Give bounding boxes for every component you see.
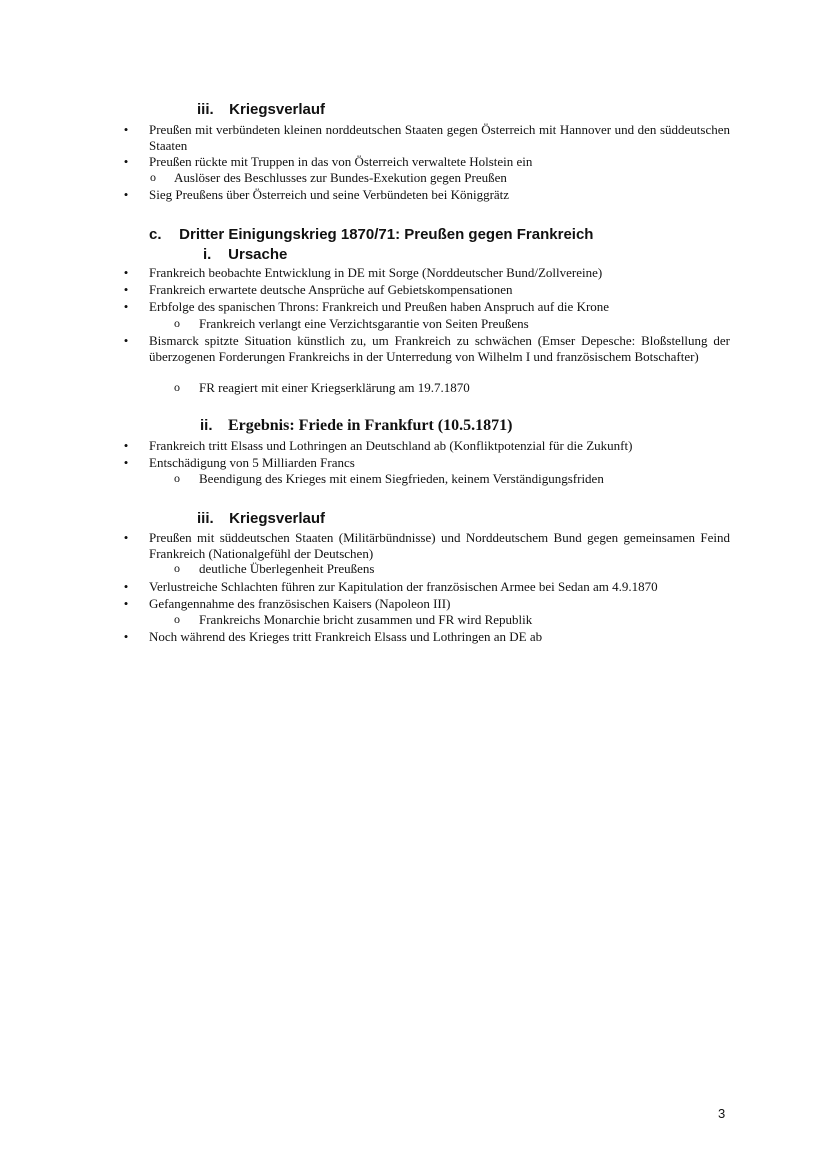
bullet-icon: •	[123, 265, 129, 280]
list-item-text: Erbfolge des spanischen Throns: Frankreich und Preußen haben Anspruch auf die Krone	[149, 299, 610, 314]
list-item-text: FR reagiert mit einer Kriegserklärung am 19.7.1870	[199, 380, 470, 395]
bullet-icon: •	[123, 333, 129, 348]
bullet-icon: •	[123, 629, 129, 644]
bullet-icon: •	[123, 187, 129, 202]
list-item-text: Frankreich erwartete deutsche Ansprüche auf Gebietskompensationen	[149, 282, 513, 297]
list-item-text: Frankreichs Monarchie bricht zusammen und FR wird Republik	[199, 612, 533, 627]
page-number: 3	[718, 1106, 726, 1121]
heading-kriegsverlauf-1: iii. Kriegsverlauf	[197, 101, 326, 118]
circle-bullet-icon: o	[174, 471, 180, 485]
list-item-text: deutliche Überlegenheit Preußens	[199, 561, 375, 576]
list-item-text: Verlustreiche Schlachten führen zur Kapitulation der französischen Armee bei Sedan am 4.9.1870	[149, 579, 658, 594]
list-item-text: Gefangennahme des französischen Kaisers (Napoleon III)	[149, 596, 451, 611]
list-item-text: Noch während des Krieges tritt Frankreich Elsass und Lothringen an DE ab	[149, 629, 543, 644]
list-item-text: Preußen rückte mit Truppen in das von Österreich verwaltete Holstein ein	[149, 154, 533, 169]
list-item-text: Entschädigung von 5 Milliarden Francs	[149, 455, 355, 470]
bullet-icon: •	[123, 299, 129, 314]
heading-kriegsverlauf-2: iii. Kriegsverlauf	[197, 510, 326, 527]
list-item-text: Frankreich verlangt eine Verzichtsgarantie von Seiten Preußens	[199, 316, 529, 331]
list-item-text: Auslöser des Beschlusses zur Bundes-Exekution gegen Preußen	[174, 170, 507, 185]
circle-bullet-icon: o	[174, 380, 180, 394]
list-item-text: Beendigung des Krieges mit einem Siegfrieden, keinem Verständigungsfriden	[199, 471, 604, 486]
list-item-text: Sieg Preußens über Österreich und seine Verbündeten bei Königgrätz	[149, 187, 510, 202]
circle-bullet-icon: o	[174, 612, 180, 626]
bullet-icon: •	[123, 579, 129, 594]
bullet-icon: •	[123, 282, 129, 297]
bullet-icon: •	[123, 530, 129, 545]
circle-bullet-icon: o	[174, 316, 180, 330]
bullet-icon: •	[123, 122, 129, 137]
list-item-text: Frankreich tritt Elsass und Lothringen an Deutschland ab (Konfliktpotenzial für die Zukunft)	[149, 438, 633, 453]
list-item-text: Preußen mit süddeutschen Staaten (Militärbündnisse) und Norddeutschem Bund gegen gemeinsamen Feind Frankreich (Nationalgefühl der Deutschen)	[149, 530, 730, 561]
list-item-text: Frankreich beobachte Entwicklung in DE mit Sorge (Norddeutscher Bund/Zollvereine)	[149, 265, 603, 280]
circle-bullet-icon: o	[174, 561, 180, 575]
bullet-icon: •	[123, 154, 129, 169]
list-item-text: Bismarck spitzte Situation künstlich zu, um Frankreich zu schwächen (Emser Depesche: Bloßstellung der überzogenen Forderungen Frankreichs in der Unterredung von Wilhelm I und französischem Botschafter)	[149, 333, 730, 364]
bullet-icon: •	[123, 455, 129, 470]
section-heading-c: c. Dritter Einigungskrieg 1870/71: Preußen gegen Frankreich	[149, 226, 594, 243]
bullet-icon: •	[123, 438, 129, 453]
circle-bullet-icon: o	[150, 170, 156, 184]
bullet-icon: •	[123, 596, 129, 611]
list-item-text: Preußen mit verbündeten kleinen norddeutschen Staaten gegen Österreich mit Hannover und den süddeutschen Staaten	[149, 122, 730, 153]
heading-ergebnis: ii. Ergebnis: Friede in Frankfurt (10.5.1871)	[200, 417, 513, 434]
heading-ursache: i. Ursache	[203, 246, 288, 263]
